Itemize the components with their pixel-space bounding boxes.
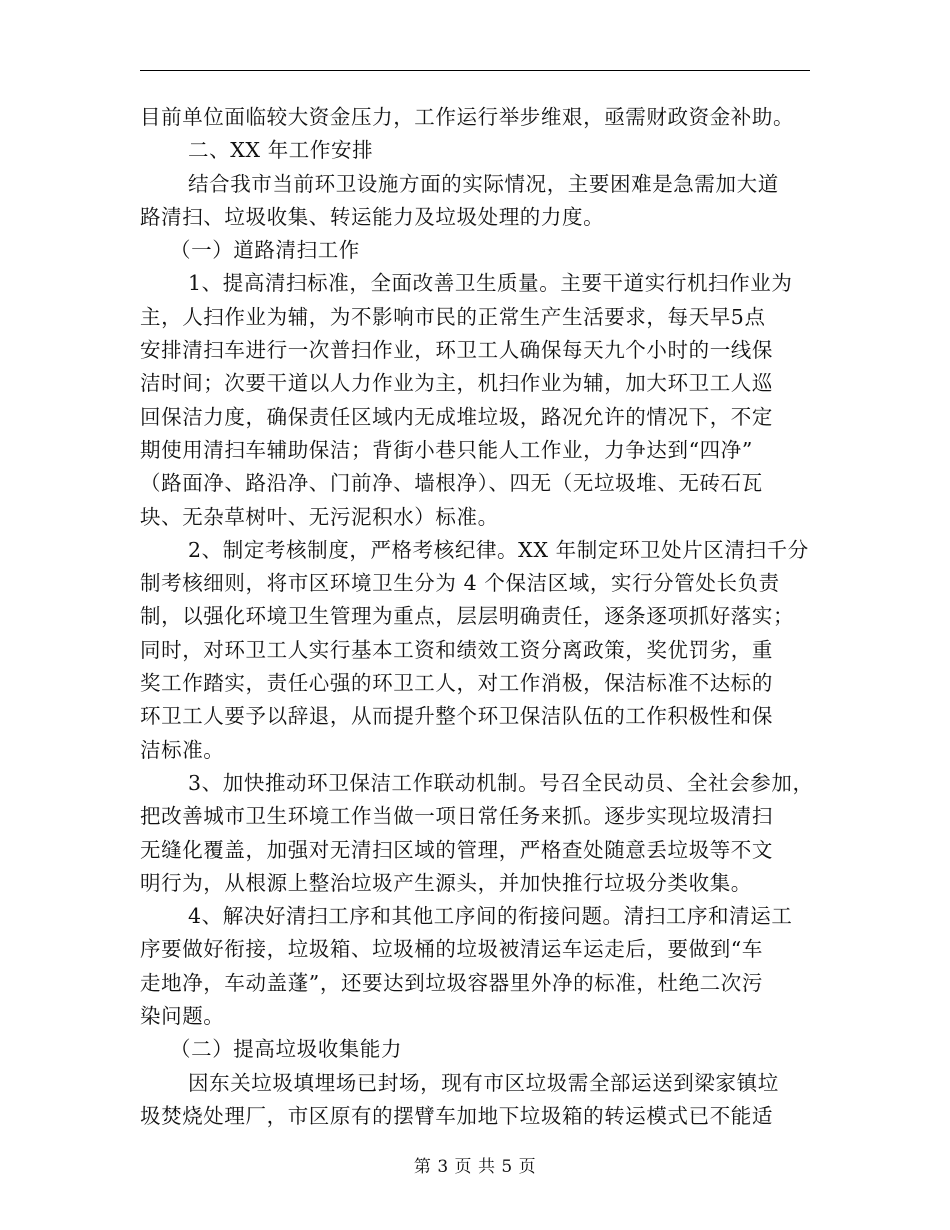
- text-line: 同时，对环卫工人实行基本工资和绩效工资分离政策，奖优罚劣，重: [140, 637, 773, 662]
- text-line: 期使用清扫车辅助保洁；背街小巷只能人工作业，力争达到“四净”: [140, 437, 753, 462]
- text-line: 路清扫、垃圾收集、转运能力及垃圾处理的力度。: [140, 204, 605, 229]
- text-line: 把改善城市卫生环境工作当做一项日常任务来抓。逐步实现垃圾清扫: [140, 804, 773, 829]
- text-line: 洁时间；次要干道以人力作业为主，机扫作业为辅，加大环卫工人巡: [140, 371, 773, 396]
- text-line: 走地净，车动盖蓬”，还要达到垃圾容器里外净的标准，杜绝二次污: [140, 970, 763, 995]
- text-line: 环卫工人要予以辞退，从而提升整个环卫保洁队伍的工作积极性和保: [140, 704, 773, 729]
- text-line: 块、无杂草树叶、无污泥积水）标准。: [140, 504, 499, 529]
- text-line: 1、提高清扫标准，全面改善卫生质量。主要干道实行机扫作业为: [188, 271, 793, 296]
- text-line: 无缝化覆盖，加强对无清扫区域的管理，严格查处随意丢垃圾等不文: [140, 837, 773, 862]
- text-line: 明行为，从根源上整治垃圾产生源头，并加快推行垃圾分类收集。: [140, 870, 752, 895]
- text-line: （二）提高垃圾收集能力: [170, 1037, 403, 1062]
- text-line: 目前单位面临较大资金压力，工作运行举步维艰，亟需财政资金补助。: [140, 105, 795, 129]
- text-line: 回保洁力度，确保责任区域内无成堆垃圾，路况允许的情况下，不定: [140, 404, 773, 429]
- text-line: 3、加快推动环卫保洁工作联动机制。号召全民动员、全社会参加，: [188, 770, 814, 795]
- text-line: 洁标准。: [140, 737, 225, 762]
- text-line: 二、XX 年工作安排: [188, 138, 374, 163]
- text-line: 主，人扫作业为辅，为不影响市民的正常生产生活要求，每天早5点: [140, 304, 766, 329]
- text-line: 圾焚烧处理厂，市区原有的摆臂车加地下垃圾箱的转运模式已不能适: [140, 1103, 773, 1128]
- text-line: 制考核细则，将市区环境卫生分为 4 个保洁区域，实行分管处长负责: [140, 571, 780, 596]
- text-line: 序要做好衔接，垃圾箱、垃圾桶的垃圾被清运车运走后，要做到“车: [140, 937, 763, 962]
- header-rule: [140, 70, 810, 71]
- text-line: 奖工作踏实，责任心强的环卫工人，对工作消极，保洁标准不达标的: [140, 671, 773, 696]
- text-line: 安排清扫车进行一次普扫作业，环卫工人确保每天九个小时的一线保: [140, 338, 773, 363]
- text-line: 因东关垃圾填埋场已封场，现有市区垃圾需全部运送到梁家镇垃: [188, 1070, 779, 1095]
- text-line: （路面净、路沿净、门前净、墙根净）、四无（无垃圾堆、无砖石瓦: [140, 471, 763, 496]
- text-line: （一）道路清扫工作: [170, 238, 360, 263]
- text-line: 4、解决好清扫工序和其他工序间的衔接问题。清扫工序和清运工: [188, 904, 793, 929]
- text-line: 染问题。: [140, 1004, 225, 1029]
- text-line: 结合我市当前环卫设施方面的实际情况，主要困难是急需加大道: [188, 171, 779, 196]
- text-line: 制，以强化环境卫生管理为重点，层层明确责任，逐条逐项抓好落实；: [140, 604, 795, 629]
- document-body: [140, 101, 812, 1133]
- text-line: 2、制定考核制度，严格考核纪律。XX 年制定环卫处片区清扫千分: [188, 537, 809, 562]
- page-footer: 第 3 页 共 5 页: [413, 1157, 537, 1177]
